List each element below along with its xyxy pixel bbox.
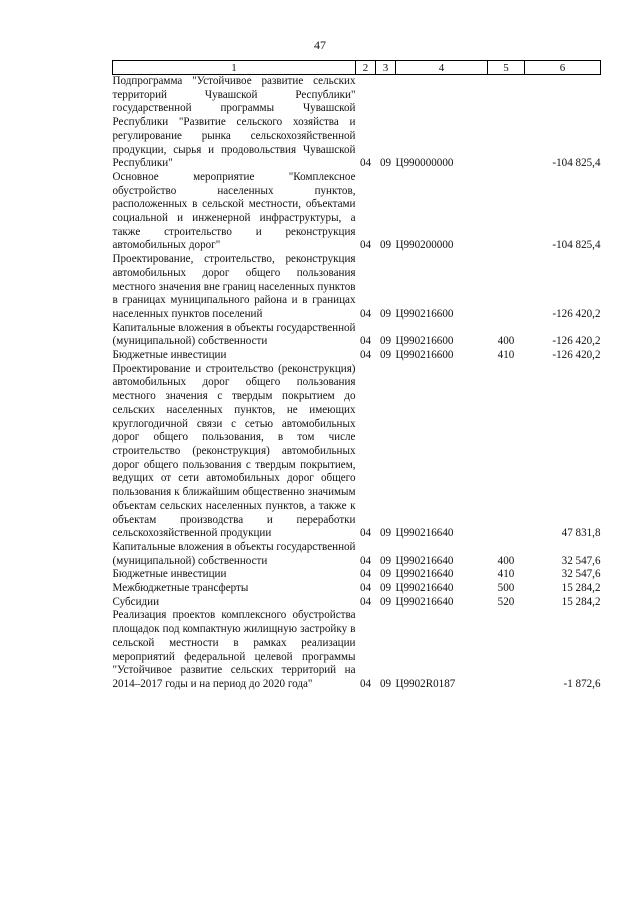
row-subsection-cell: 09 — [379, 582, 392, 595]
table-row — [113, 349, 601, 363]
row-section-cell: 04 — [359, 335, 372, 348]
row-name-cell: Межбюджетные трансферты — [112, 582, 249, 595]
row-expense-type-cell: 400 — [497, 335, 515, 348]
row-name-cell: Проектирование и строительство (реконструкция) автомобильных дорог общего пользования местного значения с твердым покрытием до сельских населенных пунктов, не имеющих круглогодичной связи с сетью автомобильных дорог общего пользования, в том числе строительство (реконструкция) автомобильных дорог общего пользования с твердым покрытием, ведущих от сети автомобильных дорог общего пользования к ближайшим общественно значимым объектам сельских населенных пунктов, а также к объектам производства и переработки сельскохозяйственной продукции — [112, 362, 356, 540]
row-expense-type-cell: 410 — [497, 568, 515, 581]
row-target-article-cell: Ц990216600 — [395, 349, 454, 362]
table-row — [113, 253, 601, 322]
row-section-cell: 04 — [359, 568, 372, 581]
row-subsection-cell: 09 — [379, 157, 392, 170]
row-name-cell: Основное мероприятие "Комплексное обустройство населенных пунктов, расположенных в сельской местности, объектами социальной и инженерной инфраструктуры, а также строительство и реконструкция автомобильных дорог" — [112, 170, 356, 252]
row-section-cell: 04 — [359, 527, 372, 540]
column-header-2: 2 — [356, 61, 376, 75]
row-name-cell: Бюджетные инвестиции — [112, 568, 227, 581]
table-row — [113, 609, 601, 691]
row-expense-type-cell — [488, 171, 525, 253]
row-target-article-cell: Ц990200000 — [395, 239, 454, 252]
row-amount-cell: 47 831,8 — [561, 527, 601, 540]
row-target-article-cell: Ц990216640 — [395, 554, 454, 567]
table-row — [113, 541, 601, 568]
column-header-5: 5 — [488, 61, 525, 75]
row-target-article-cell: Ц990216640 — [395, 582, 454, 595]
row-name-cell: Бюджетные инвестиции — [112, 349, 227, 362]
row-expense-type-cell — [488, 609, 525, 691]
row-name-cell: Капитальные вложения в объекты государственной (муниципальной) собственности — [112, 540, 356, 567]
row-amount-cell: -126 420,2 — [552, 349, 601, 362]
row-subsection-cell: 09 — [379, 554, 392, 567]
column-header-3: 3 — [376, 61, 396, 75]
row-target-article-cell: Ц990216640 — [395, 595, 454, 608]
row-subsection-cell: 09 — [379, 568, 392, 581]
column-header-1: 1 — [113, 61, 356, 75]
row-amount-cell: 32 547,6 — [561, 554, 601, 567]
row-name-cell: Капитальные вложения в объекты государственной (муниципальной) собственности — [112, 321, 356, 348]
row-name-cell: Проектирование, строительство, реконструкция автомобильных дорог общего пользования местного значения вне границ населенных пунктов в границах муниципального района и в границах населенных пунктов поселений — [112, 253, 356, 320]
table-header-row — [113, 61, 601, 75]
row-section-cell: 04 — [359, 157, 372, 170]
table-row — [113, 568, 601, 582]
row-section-cell: 04 — [359, 595, 372, 608]
row-subsection-cell: 09 — [379, 595, 392, 608]
row-expense-type-cell — [488, 363, 525, 541]
column-header-6: 6 — [525, 61, 601, 75]
row-expense-type-cell: 410 — [497, 349, 515, 362]
row-subsection-cell: 09 — [379, 335, 392, 348]
row-section-cell: 04 — [359, 554, 372, 567]
row-target-article-cell: Ц990216600 — [395, 307, 454, 320]
column-header-4: 4 — [396, 61, 488, 75]
row-amount-cell: -104 825,4 — [552, 239, 601, 252]
row-subsection-cell: 09 — [379, 307, 392, 320]
row-amount-cell: 15 284,2 — [561, 582, 601, 595]
budget-table — [112, 60, 601, 692]
row-target-article-cell: Ц990216640 — [395, 568, 454, 581]
table-row — [113, 322, 601, 349]
table-row — [113, 596, 601, 610]
row-section-cell: 04 — [359, 307, 372, 320]
row-subsection-cell: 09 — [379, 527, 392, 540]
table-row — [113, 363, 601, 541]
row-section-cell: 04 — [359, 239, 372, 252]
row-expense-type-cell: 520 — [497, 595, 515, 608]
row-amount-cell: -126 420,2 — [552, 307, 601, 320]
row-amount-cell: -104 825,4 — [552, 157, 601, 170]
row-subsection-cell: 09 — [379, 349, 392, 362]
row-amount-cell: -126 420,2 — [552, 335, 601, 348]
row-amount-cell: -1 872,6 — [563, 677, 601, 690]
row-target-article-cell: Ц990216640 — [395, 527, 454, 540]
row-subsection-cell: 09 — [379, 677, 392, 690]
row-expense-type-cell — [488, 253, 525, 322]
row-section-cell: 04 — [359, 582, 372, 595]
table-row — [113, 582, 601, 596]
row-name-cell: Подпрограмма "Устойчивое развитие сельских территорий Чувашской Республики" государственной программы Чувашской Республики "Развитие сельского хозяйства и регулирование рынка сельскохозяйственной продукции, сырья и продовольствия Чувашской Республики" — [112, 75, 356, 170]
row-amount-cell: 15 284,2 — [561, 595, 601, 608]
row-amount-cell: 32 547,6 — [561, 568, 601, 581]
row-section-cell: 04 — [359, 349, 372, 362]
table-body — [113, 75, 601, 692]
table-row — [113, 171, 601, 253]
row-section-cell: 04 — [359, 677, 372, 690]
row-target-article-cell: Ц990000000 — [395, 157, 454, 170]
page-number: 47 — [314, 38, 326, 52]
table-row — [113, 75, 601, 171]
row-expense-type-cell — [488, 75, 525, 171]
row-expense-type-cell: 400 — [497, 554, 515, 567]
row-target-article-cell: Ц9902R0187 — [395, 677, 456, 690]
row-name-cell: Реализация проектов комплексного обустройства площадок под компактную жилищную застройку в сельской местности в рамках реализации мероприятий федеральной целевой программы "Устойчивое развитие сельских территорий на 2014–2017 годы и на период до 2020 года" — [112, 609, 356, 690]
row-target-article-cell: Ц990216600 — [395, 335, 454, 348]
row-expense-type-cell: 500 — [497, 582, 515, 595]
row-name-cell: Субсидии — [112, 595, 160, 608]
row-subsection-cell: 09 — [379, 239, 392, 252]
